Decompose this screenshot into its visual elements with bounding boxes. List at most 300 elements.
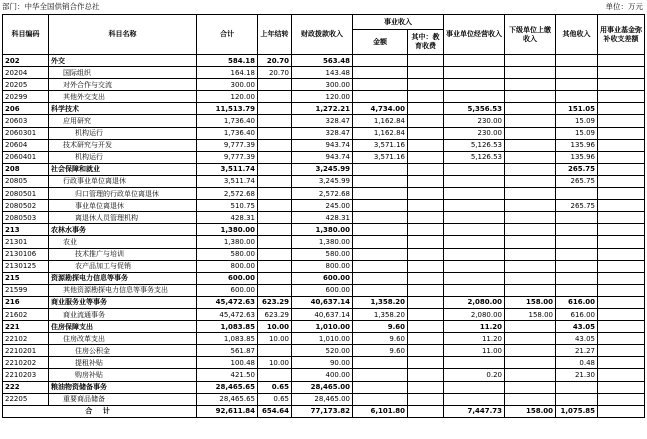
name-cell: 归口管理的行政单位离退休 <box>49 188 197 200</box>
table-row <box>3 188 645 200</box>
other-income-cell <box>556 393 598 405</box>
subordinate-cell <box>505 393 556 405</box>
code-cell: 21602 <box>3 308 49 320</box>
col-operating-header: 事业单位经营收入 <box>444 15 505 55</box>
code-cell: 2130125 <box>3 260 49 272</box>
table-row <box>3 284 645 296</box>
education-cell <box>408 357 444 369</box>
table-row <box>3 79 645 91</box>
code-cell: 216 <box>3 296 49 308</box>
prev-balance-cell <box>258 345 292 357</box>
fund-cell <box>598 103 645 115</box>
table-row <box>3 200 645 212</box>
fund-cell <box>598 345 645 357</box>
table-row <box>3 67 645 79</box>
col-business-income-header: 事业收入 <box>353 15 444 30</box>
name-cell: 粮油物资储备事务 <box>49 381 197 393</box>
total-cell: 2,572.68 <box>197 188 258 200</box>
code-cell: 2210202 <box>3 357 49 369</box>
total-cell: 45,472.63 <box>197 308 258 320</box>
business-amount-cell: 1,358.20 <box>353 296 408 308</box>
table-row <box>3 272 645 284</box>
subordinate-cell <box>505 103 556 115</box>
education-cell <box>408 163 444 175</box>
table-row <box>3 139 645 151</box>
code-cell: 2060301 <box>3 127 49 139</box>
other-income-cell: 21.27 <box>556 345 598 357</box>
col-total-header: 合计 <box>197 15 258 55</box>
business-amount-cell <box>353 248 408 260</box>
name-cell: 机构运行 <box>49 127 197 139</box>
business-amount-cell <box>353 67 408 79</box>
fund-cell <box>598 284 645 296</box>
operating-cell <box>444 272 505 284</box>
name-cell: 其他资源勘探电力信息等事务支出 <box>49 284 197 296</box>
fund-cell <box>598 115 645 127</box>
operating-cell <box>444 175 505 187</box>
total-total-cell: 92,611.84 <box>197 405 258 417</box>
code-cell: 20205 <box>3 79 49 91</box>
name-cell: 农林水事务 <box>49 224 197 236</box>
operating-cell: 230.00 <box>444 115 505 127</box>
prev-balance-cell <box>258 115 292 127</box>
fund-cell <box>598 163 645 175</box>
education-cell <box>408 115 444 127</box>
operating-cell: 0.20 <box>444 369 505 381</box>
education-cell <box>408 381 444 393</box>
fund-cell <box>598 333 645 345</box>
other-income-cell: 265.75 <box>556 200 598 212</box>
fiscal-cell: 400.00 <box>292 369 353 381</box>
education-cell <box>408 224 444 236</box>
col-fund-header: 用事业基金弥补收支差额 <box>598 15 645 55</box>
operating-cell <box>444 79 505 91</box>
table-row <box>3 308 645 320</box>
subordinate-cell <box>505 357 556 369</box>
operating-cell: 5,126.53 <box>444 139 505 151</box>
prev-balance-cell: 10.00 <box>258 321 292 333</box>
other-income-cell: 43.05 <box>556 321 598 333</box>
col-other-header: 其他收入 <box>556 15 598 55</box>
subordinate-cell <box>505 272 556 284</box>
name-cell: 住房改革支出 <box>49 333 197 345</box>
total-business-amount-cell: 6,101.80 <box>353 405 408 417</box>
fiscal-cell: 143.48 <box>292 67 353 79</box>
education-cell <box>408 67 444 79</box>
business-amount-cell <box>353 163 408 175</box>
prev-balance-cell: 0.65 <box>258 381 292 393</box>
fiscal-cell: 3,245.99 <box>292 175 353 187</box>
subordinate-cell <box>505 163 556 175</box>
prev-balance-cell <box>258 224 292 236</box>
fiscal-cell: 563.48 <box>292 55 353 67</box>
operating-cell: 230.00 <box>444 127 505 139</box>
business-amount-cell <box>353 357 408 369</box>
table-row <box>3 91 645 103</box>
operating-cell <box>444 163 505 175</box>
total-cell: 9,777.39 <box>197 151 258 163</box>
prev-balance-cell <box>258 272 292 284</box>
business-amount-cell: 4,734.00 <box>353 103 408 115</box>
name-cell: 机构运行 <box>49 151 197 163</box>
other-income-cell: 21.30 <box>556 369 598 381</box>
business-amount-cell <box>353 284 408 296</box>
education-cell <box>408 200 444 212</box>
name-cell: 应用研究 <box>49 115 197 127</box>
fund-cell <box>598 55 645 67</box>
operating-cell: 11.20 <box>444 321 505 333</box>
table-row <box>3 163 645 175</box>
fiscal-cell: 1,010.00 <box>292 321 353 333</box>
total-prev-balance-cell: 654.64 <box>258 405 292 417</box>
operating-cell <box>444 248 505 260</box>
code-cell: 215 <box>3 272 49 284</box>
unit-label: 单位：万元 <box>605 2 643 11</box>
operating-cell: 11.00 <box>444 345 505 357</box>
business-amount-cell <box>353 272 408 284</box>
subordinate-cell <box>505 200 556 212</box>
fund-cell <box>598 357 645 369</box>
total-cell: 584.18 <box>197 55 258 67</box>
fiscal-cell: 580.00 <box>292 248 353 260</box>
prev-balance-cell <box>258 248 292 260</box>
business-amount-cell <box>353 200 408 212</box>
fiscal-cell: 428.31 <box>292 212 353 224</box>
table-row <box>3 212 645 224</box>
fund-cell <box>598 224 645 236</box>
table-row <box>3 103 645 115</box>
code-cell: 2210201 <box>3 345 49 357</box>
subordinate-cell <box>505 369 556 381</box>
education-cell <box>408 139 444 151</box>
operating-cell <box>444 236 505 248</box>
other-income-cell <box>556 79 598 91</box>
prev-balance-cell <box>258 139 292 151</box>
total-cell: 1,736.40 <box>197 127 258 139</box>
subordinate-cell <box>505 224 556 236</box>
table-row <box>3 224 645 236</box>
education-cell <box>408 175 444 187</box>
name-cell: 商业流通事务 <box>49 308 197 320</box>
prev-balance-cell <box>258 200 292 212</box>
code-cell: 2080502 <box>3 200 49 212</box>
prev-balance-cell: 20.70 <box>258 67 292 79</box>
department-label: 部门：中华全国供销合作总社 <box>2 2 100 11</box>
table-row <box>3 393 645 405</box>
total-fiscal-cell: 77,173.82 <box>292 405 353 417</box>
name-cell: 资源勘探电力信息等事务 <box>49 272 197 284</box>
fund-cell <box>598 248 645 260</box>
total-cell: 800.00 <box>197 260 258 272</box>
business-amount-cell <box>353 55 408 67</box>
fund-cell <box>598 296 645 308</box>
prev-balance-cell <box>258 175 292 187</box>
subordinate-cell <box>505 139 556 151</box>
education-cell <box>408 188 444 200</box>
total-cell: 164.18 <box>197 67 258 79</box>
business-amount-cell <box>353 381 408 393</box>
prev-balance-cell <box>258 260 292 272</box>
fiscal-cell: 600.00 <box>292 272 353 284</box>
operating-cell: 11.20 <box>444 333 505 345</box>
table-row <box>3 127 645 139</box>
education-cell <box>408 91 444 103</box>
education-cell <box>408 333 444 345</box>
name-cell: 提租补贴 <box>49 357 197 369</box>
top-line <box>2 1 643 13</box>
fiscal-cell: 1,380.00 <box>292 224 353 236</box>
subordinate-cell <box>505 236 556 248</box>
col-amount-header: 金额 <box>353 30 408 55</box>
fiscal-cell: 520.00 <box>292 345 353 357</box>
fund-cell <box>598 127 645 139</box>
fiscal-cell: 1,380.00 <box>292 236 353 248</box>
prev-balance-cell <box>258 163 292 175</box>
total-cell: 1,083.85 <box>197 333 258 345</box>
operating-cell: 2,080.00 <box>444 308 505 320</box>
education-cell <box>408 103 444 115</box>
table-row <box>3 333 645 345</box>
subordinate-cell <box>505 115 556 127</box>
education-cell <box>408 321 444 333</box>
table-row <box>3 296 645 308</box>
business-amount-cell <box>353 369 408 381</box>
total-cell: 300.00 <box>197 79 258 91</box>
prev-balance-cell: 623.29 <box>258 308 292 320</box>
total-cell: 428.31 <box>197 212 258 224</box>
code-cell: 202 <box>3 55 49 67</box>
code-cell: 2130106 <box>3 248 49 260</box>
total-cell: 600.00 <box>197 272 258 284</box>
operating-cell <box>444 200 505 212</box>
prev-balance-cell <box>258 284 292 296</box>
fiscal-cell: 943.74 <box>292 139 353 151</box>
name-cell: 重要商品储备 <box>49 393 197 405</box>
code-cell: 20603 <box>3 115 49 127</box>
education-cell <box>408 55 444 67</box>
code-cell: 22205 <box>3 393 49 405</box>
subordinate-cell <box>505 91 556 103</box>
name-cell: 离退休人员管理机构 <box>49 212 197 224</box>
col-name-header: 科目名称 <box>49 15 197 55</box>
table-row <box>3 248 645 260</box>
prev-balance-cell <box>258 188 292 200</box>
subordinate-cell <box>505 127 556 139</box>
business-amount-cell <box>353 212 408 224</box>
subordinate-cell <box>505 175 556 187</box>
operating-cell <box>444 212 505 224</box>
table-body <box>3 55 645 418</box>
business-amount-cell: 9.60 <box>353 321 408 333</box>
code-cell: 20204 <box>3 67 49 79</box>
prev-balance-cell <box>258 236 292 248</box>
fiscal-cell: 328.47 <box>292 127 353 139</box>
fund-cell <box>598 91 645 103</box>
fund-cell <box>598 67 645 79</box>
name-cell: 其他外交支出 <box>49 91 197 103</box>
total-cell: 3,511.74 <box>197 175 258 187</box>
name-cell: 技术推广与培训 <box>49 248 197 260</box>
business-amount-cell <box>353 175 408 187</box>
total-cell: 1,083.85 <box>197 321 258 333</box>
other-income-cell: 135.96 <box>556 151 598 163</box>
name-cell: 外交 <box>49 55 197 67</box>
fund-cell <box>598 175 645 187</box>
fiscal-cell: 40,637.14 <box>292 308 353 320</box>
subordinate-cell <box>505 188 556 200</box>
education-cell <box>408 308 444 320</box>
table-row <box>3 381 645 393</box>
code-cell: 22102 <box>3 333 49 345</box>
other-income-cell: 43.05 <box>556 333 598 345</box>
education-cell <box>408 212 444 224</box>
fund-cell <box>598 139 645 151</box>
table-row <box>3 369 645 381</box>
education-cell <box>408 393 444 405</box>
subordinate-cell <box>505 55 556 67</box>
table-row <box>3 115 645 127</box>
prev-balance-cell <box>258 79 292 91</box>
business-amount-cell: 3,571.16 <box>353 151 408 163</box>
total-cell: 9,777.39 <box>197 139 258 151</box>
code-cell: 21599 <box>3 284 49 296</box>
total-cell: 580.00 <box>197 248 258 260</box>
other-income-cell: 15.09 <box>556 127 598 139</box>
prev-balance-cell <box>258 151 292 163</box>
other-income-cell: 616.00 <box>556 308 598 320</box>
name-cell: 行政事业单位离退休 <box>49 175 197 187</box>
fiscal-cell: 90.00 <box>292 357 353 369</box>
operating-cell: 5,126.53 <box>444 151 505 163</box>
operating-cell <box>444 188 505 200</box>
code-cell: 2060401 <box>3 151 49 163</box>
fund-cell <box>598 236 645 248</box>
education-cell <box>408 296 444 308</box>
col-fiscal-header: 财政拨款收入 <box>292 15 353 55</box>
name-cell: 商业服务业等事务 <box>49 296 197 308</box>
total-cell: 421.50 <box>197 369 258 381</box>
total-label: 合 计 <box>3 405 197 417</box>
operating-cell <box>444 381 505 393</box>
education-cell <box>408 369 444 381</box>
prev-balance-cell <box>258 212 292 224</box>
total-cell: 3,511.74 <box>197 163 258 175</box>
subordinate-cell <box>505 333 556 345</box>
fiscal-cell: 800.00 <box>292 260 353 272</box>
other-income-cell: 265.75 <box>556 163 598 175</box>
total-education-cell <box>408 405 444 417</box>
fund-cell <box>598 308 645 320</box>
total-operating-cell: 7,447.73 <box>444 405 505 417</box>
subordinate-cell <box>505 151 556 163</box>
total-cell: 510.75 <box>197 200 258 212</box>
education-cell <box>408 248 444 260</box>
other-income-cell <box>556 236 598 248</box>
operating-cell <box>444 357 505 369</box>
code-cell: 2080501 <box>3 188 49 200</box>
education-cell <box>408 345 444 357</box>
subordinate-cell: 158.00 <box>505 308 556 320</box>
col-prev-header: 上年结转 <box>258 15 292 55</box>
business-amount-cell: 1,162.84 <box>353 115 408 127</box>
fiscal-cell: 2,572.68 <box>292 188 353 200</box>
fiscal-cell: 1,272.21 <box>292 103 353 115</box>
prev-balance-cell <box>258 91 292 103</box>
code-cell: 21301 <box>3 236 49 248</box>
prev-balance-cell: 623.29 <box>258 296 292 308</box>
operating-cell <box>444 393 505 405</box>
code-cell: 222 <box>3 381 49 393</box>
col-code-header: 科目编码 <box>3 15 49 55</box>
total-cell: 100.48 <box>197 357 258 369</box>
fund-cell <box>598 151 645 163</box>
operating-cell <box>444 91 505 103</box>
table-row <box>3 321 645 333</box>
prev-balance-cell <box>258 369 292 381</box>
total-cell: 28,465.65 <box>197 381 258 393</box>
budget-table <box>2 14 645 418</box>
subordinate-cell <box>505 248 556 260</box>
total-cell: 561.87 <box>197 345 258 357</box>
table-row <box>3 175 645 187</box>
fund-cell <box>598 381 645 393</box>
name-cell: 科学技术 <box>49 103 197 115</box>
name-cell: 技术研究与开发 <box>49 139 197 151</box>
fund-cell <box>598 260 645 272</box>
operating-cell <box>444 55 505 67</box>
code-cell: 221 <box>3 321 49 333</box>
business-amount-cell: 9.60 <box>353 333 408 345</box>
table-row <box>3 236 645 248</box>
fiscal-cell: 245.00 <box>292 200 353 212</box>
other-income-cell: 616.00 <box>556 296 598 308</box>
subordinate-cell: 158.00 <box>505 296 556 308</box>
col-education-header: 其中：教育收费 <box>408 30 444 55</box>
business-amount-cell <box>353 393 408 405</box>
table-row <box>3 151 645 163</box>
fiscal-cell: 28,465.00 <box>292 393 353 405</box>
fiscal-cell: 300.00 <box>292 79 353 91</box>
table-row <box>3 55 645 67</box>
subordinate-cell <box>505 67 556 79</box>
code-cell: 208 <box>3 163 49 175</box>
operating-cell <box>444 224 505 236</box>
total-cell: 28,465.65 <box>197 393 258 405</box>
fund-cell <box>598 272 645 284</box>
operating-cell <box>444 284 505 296</box>
prev-balance-cell: 10.00 <box>258 357 292 369</box>
subordinate-cell <box>505 212 556 224</box>
other-income-cell <box>556 91 598 103</box>
other-income-cell: 265.75 <box>556 175 598 187</box>
business-amount-cell <box>353 79 408 91</box>
name-cell: 对外合作与交流 <box>49 79 197 91</box>
total-fund-cell <box>598 405 645 417</box>
education-cell <box>408 236 444 248</box>
fiscal-cell: 120.00 <box>292 91 353 103</box>
total-cell: 1,380.00 <box>197 236 258 248</box>
other-income-cell <box>556 284 598 296</box>
prev-balance-cell: 10.00 <box>258 333 292 345</box>
fiscal-cell: 1,010.00 <box>292 333 353 345</box>
business-amount-cell: 3,571.16 <box>353 139 408 151</box>
table-row <box>3 260 645 272</box>
fund-cell <box>598 321 645 333</box>
code-cell: 2210203 <box>3 369 49 381</box>
education-cell <box>408 79 444 91</box>
prev-balance-cell <box>258 103 292 115</box>
other-income-cell <box>556 260 598 272</box>
